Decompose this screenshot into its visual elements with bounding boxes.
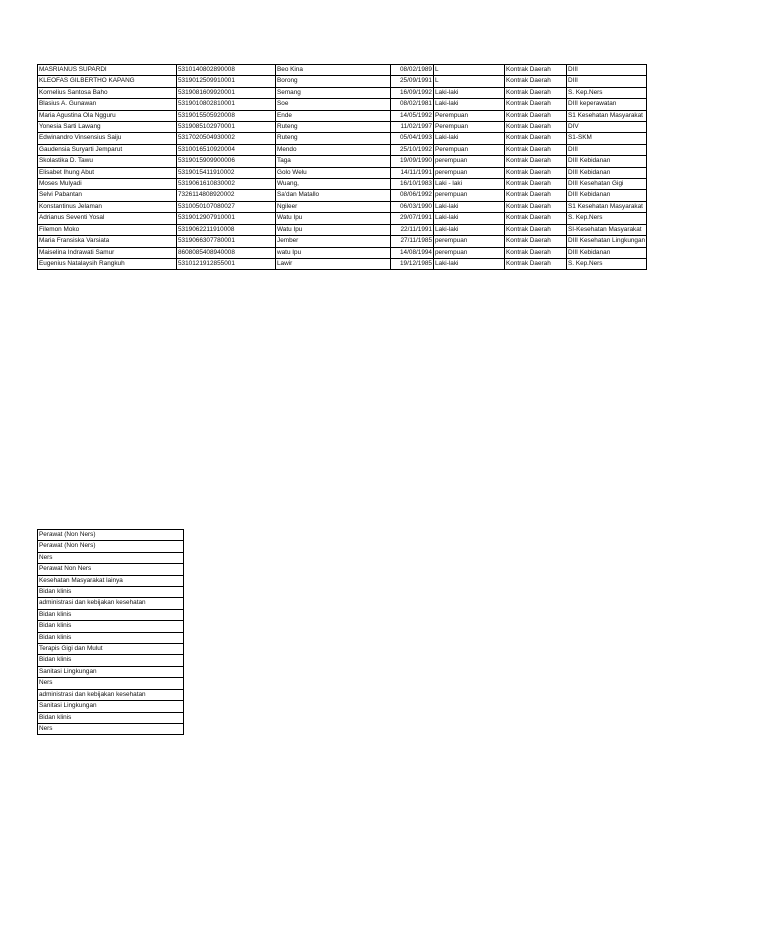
cell-status: Kontrak Daerah [505, 99, 567, 110]
cell-id: 5310050107080027 [177, 201, 276, 212]
cell-name: KLEOFAS GILBERTHO KAPANG [38, 76, 177, 87]
cell-birthplace: Ruteng [276, 122, 391, 133]
staff-table [37, 64, 647, 270]
table-row [38, 236, 647, 247]
cell-id: 5319015505920008 [177, 110, 276, 121]
cell-gender: Perempuan [434, 110, 505, 121]
table-row [38, 87, 647, 98]
cell-gender: perempuan [434, 156, 505, 167]
cell-education: DIII [567, 144, 647, 155]
cell-role: Ners [38, 723, 184, 734]
cell-role: Terapis Gigi dan Mulut [38, 644, 184, 655]
cell-name: Maria Agustina Ola Ngguru [38, 110, 177, 121]
cell-status: Kontrak Daerah [505, 65, 567, 76]
role-table [37, 529, 184, 735]
cell-birthdate: 08/02/1981 [391, 99, 434, 110]
table-row [38, 541, 184, 552]
cell-status: Kontrak Daerah [505, 156, 567, 167]
table-row [38, 575, 184, 586]
cell-gender: perempuan [434, 190, 505, 201]
cell-gender: perempuan [434, 247, 505, 258]
cell-education: SI-Kesehatan Masyarakat [567, 224, 647, 235]
cell-birthplace: Beo Kina [276, 65, 391, 76]
table-row [38, 122, 647, 133]
cell-role: Perawat Non Ners [38, 564, 184, 575]
cell-birthdate: 25/09/1991 [391, 76, 434, 87]
cell-name: Selvi Pabantan [38, 190, 177, 201]
cell-id: 5319010802810001 [177, 99, 276, 110]
cell-status: Kontrak Daerah [505, 76, 567, 87]
cell-birthdate: 19/12/1985 [391, 258, 434, 269]
table-row [38, 632, 184, 643]
table-row [38, 587, 184, 598]
table-row [38, 530, 184, 541]
table-row [38, 689, 184, 700]
cell-id: 5310140802890008 [177, 65, 276, 76]
cell-name: Skolastika D. Tawu [38, 156, 177, 167]
table-row [38, 213, 647, 224]
cell-education: DIII keperawatan [567, 99, 647, 110]
cell-status: Kontrak Daerah [505, 167, 567, 178]
cell-education: S. Kep.Ners [567, 213, 647, 224]
cell-status: Kontrak Daerah [505, 87, 567, 98]
cell-education: S. Kep.Ners [567, 87, 647, 98]
cell-role: Ners [38, 552, 184, 563]
table-row [38, 156, 647, 167]
cell-id: 5319066307780001 [177, 236, 276, 247]
cell-birthplace: Lawir [276, 258, 391, 269]
cell-status: Kontrak Daerah [505, 122, 567, 133]
cell-role: Sanitasi Lingkungan [38, 701, 184, 712]
cell-status: Kontrak Daerah [505, 133, 567, 144]
cell-name: Konstantinus Jelaman [38, 201, 177, 212]
cell-birthplace: Watu Ipu [276, 213, 391, 224]
cell-id: 5317020504930002 [177, 133, 276, 144]
cell-education: S. Kep.Ners [567, 258, 647, 269]
cell-gender: Laki-laki [434, 201, 505, 212]
cell-education: DIV [567, 122, 647, 133]
cell-role: Sanitasi Lingkungan [38, 666, 184, 677]
cell-name: Eugenius Natalaysih Rangkuh [38, 258, 177, 269]
cell-name: Adrianus Seventi Yosal [38, 213, 177, 224]
cell-gender: Perempuan [434, 144, 505, 155]
cell-id: 5319012907910001 [177, 213, 276, 224]
cell-status: Kontrak Daerah [505, 144, 567, 155]
table-row [38, 144, 647, 155]
table-row [38, 65, 647, 76]
cell-name: Gaudensia Suryarti Jemparut [38, 144, 177, 155]
cell-id: 5310016510920004 [177, 144, 276, 155]
cell-birthplace: Ngileer [276, 201, 391, 212]
table-row [38, 655, 184, 666]
cell-birthplace: Sa'dan Matallo [276, 190, 391, 201]
cell-name: Maiselina Indrawati Samur [38, 247, 177, 258]
cell-birthdate: 05/04/1993 [391, 133, 434, 144]
cell-birthdate: 19/09/1990 [391, 156, 434, 167]
cell-gender: L [434, 76, 505, 87]
table-row [38, 167, 647, 178]
cell-education: S1 Kesehatan Masyarakat [567, 201, 647, 212]
cell-name: Edwinandro Vinsensius Saiju [38, 133, 177, 144]
cell-gender: Perempuan [434, 122, 505, 133]
cell-birthdate: 22/11/1991 [391, 224, 434, 235]
cell-status: Kontrak Daerah [505, 179, 567, 190]
cell-gender: Laki-laki [434, 99, 505, 110]
cell-id: 5319081609920001 [177, 87, 276, 98]
cell-status: Kontrak Daerah [505, 236, 567, 247]
table-row [38, 179, 647, 190]
table-row [38, 666, 184, 677]
cell-status: Kontrak Daerah [505, 247, 567, 258]
cell-gender: perempuan [434, 236, 505, 247]
cell-id: 5319015411910002 [177, 167, 276, 178]
cell-name: Moses Mulyadi [38, 179, 177, 190]
table-row [38, 190, 647, 201]
table-row [38, 247, 647, 258]
cell-education: DIII Kebidanan [567, 156, 647, 167]
cell-education: DIII Kebidanan [567, 190, 647, 201]
cell-role: Perawat (Non Ners) [38, 530, 184, 541]
cell-birthdate: 08/06/1992 [391, 190, 434, 201]
cell-birthdate: 14/11/1991 [391, 167, 434, 178]
cell-birthdate: 06/03/1990 [391, 201, 434, 212]
table-row [38, 609, 184, 620]
cell-role: Bidan klinis [38, 655, 184, 666]
cell-birthplace: watu Ipu [276, 247, 391, 258]
cell-name: Kornelius Santosa Baho [38, 87, 177, 98]
cell-gender: Laki-laki [434, 133, 505, 144]
cell-birthplace: Soe [276, 99, 391, 110]
cell-role: Bidan klinis [38, 712, 184, 723]
cell-gender: Laki - laki [434, 179, 505, 190]
cell-gender: L [434, 65, 505, 76]
cell-birthdate: 25/10/1992 [391, 144, 434, 155]
cell-name: Yonesia Sarti Lawang [38, 122, 177, 133]
cell-gender: perempuan [434, 167, 505, 178]
cell-education: DIII Kesehatan Gigi [567, 179, 647, 190]
cell-education: DIII Kebidanan [567, 167, 647, 178]
table-row [38, 678, 184, 689]
cell-gender: Laki-laki [434, 224, 505, 235]
cell-role: administrasi dan kebijakan kesehatan [38, 689, 184, 700]
table-row [38, 701, 184, 712]
cell-status: Kontrak Daerah [505, 258, 567, 269]
cell-role: Perawat (Non Ners) [38, 541, 184, 552]
cell-id: 5319015909900006 [177, 156, 276, 167]
cell-birthplace: Wuang, [276, 179, 391, 190]
cell-name: Filemon Moko [38, 224, 177, 235]
cell-birthdate: 14/08/1994 [391, 247, 434, 258]
cell-role: administrasi dan kebijakan kesehatan [38, 598, 184, 609]
table-row [38, 110, 647, 121]
cell-birthdate: 27/11/1985 [391, 236, 434, 247]
table-row [38, 258, 647, 269]
cell-role: Kesehatan Masyarakat lainya [38, 575, 184, 586]
table-row [38, 224, 647, 235]
cell-education: DIII Kesehatan Lingkungan [567, 236, 647, 247]
cell-birthplace: Golo Welu [276, 167, 391, 178]
cell-role: Bidan klinis [38, 587, 184, 598]
cell-id: 8608085408940008 [177, 247, 276, 258]
cell-birthplace: Borong [276, 76, 391, 87]
cell-name: Blasius A. Gunawan [38, 99, 177, 110]
table-row [38, 644, 184, 655]
cell-id: 5319012509910001 [177, 76, 276, 87]
cell-role: Bidan klinis [38, 632, 184, 643]
cell-birthplace: Mendo [276, 144, 391, 155]
cell-role: Ners [38, 678, 184, 689]
cell-birthdate: 11/02/1997 [391, 122, 434, 133]
cell-id: 7326114808920002 [177, 190, 276, 201]
cell-gender: Laki-laki [434, 213, 505, 224]
cell-role: Bidan klinis [38, 609, 184, 620]
cell-name: Maria Fransiska Varsiata [38, 236, 177, 247]
table-row [38, 99, 647, 110]
cell-id: 5319061610830002 [177, 179, 276, 190]
cell-birthdate: 16/10/1983 [391, 179, 434, 190]
table-row [38, 133, 647, 144]
table-row [38, 201, 647, 212]
cell-status: Kontrak Daerah [505, 224, 567, 235]
cell-education: S1-SKM [567, 133, 647, 144]
cell-birthdate: 08/02/1989 [391, 65, 434, 76]
cell-birthplace: Watu Ipu [276, 224, 391, 235]
cell-id: 5310121912855001 [177, 258, 276, 269]
cell-name: Elisabet Ihung Abut [38, 167, 177, 178]
cell-id: 5319062211910008 [177, 224, 276, 235]
cell-gender: Laki-laki [434, 87, 505, 98]
cell-id: 5319085102970001 [177, 122, 276, 133]
cell-gender: Laki-laki [434, 258, 505, 269]
cell-birthdate: 16/09/1992 [391, 87, 434, 98]
cell-birthplace: Jember [276, 236, 391, 247]
cell-birthplace: Taga [276, 156, 391, 167]
cell-birthplace: Ruteng [276, 133, 391, 144]
cell-status: Kontrak Daerah [505, 110, 567, 121]
cell-education: DIII [567, 65, 647, 76]
cell-role: Bidan klinis [38, 621, 184, 632]
cell-birthdate: 14/05/1992 [391, 110, 434, 121]
cell-status: Kontrak Daerah [505, 213, 567, 224]
table-row [38, 76, 647, 87]
table-row [38, 598, 184, 609]
table-row [38, 621, 184, 632]
cell-name: MASRIANUS SUPARDI [38, 65, 177, 76]
table-row [38, 564, 184, 575]
table-row [38, 712, 184, 723]
cell-birthplace: Semang [276, 87, 391, 98]
cell-education: S1 Kesehatan Masyarakat [567, 110, 647, 121]
cell-education: DIII [567, 76, 647, 87]
table-row [38, 723, 184, 734]
cell-status: Kontrak Daerah [505, 190, 567, 201]
table-row [38, 552, 184, 563]
cell-birthplace: Ende [276, 110, 391, 121]
cell-status: Kontrak Daerah [505, 201, 567, 212]
cell-education: DIII Kebidanan [567, 247, 647, 258]
cell-birthdate: 29/07/1991 [391, 213, 434, 224]
